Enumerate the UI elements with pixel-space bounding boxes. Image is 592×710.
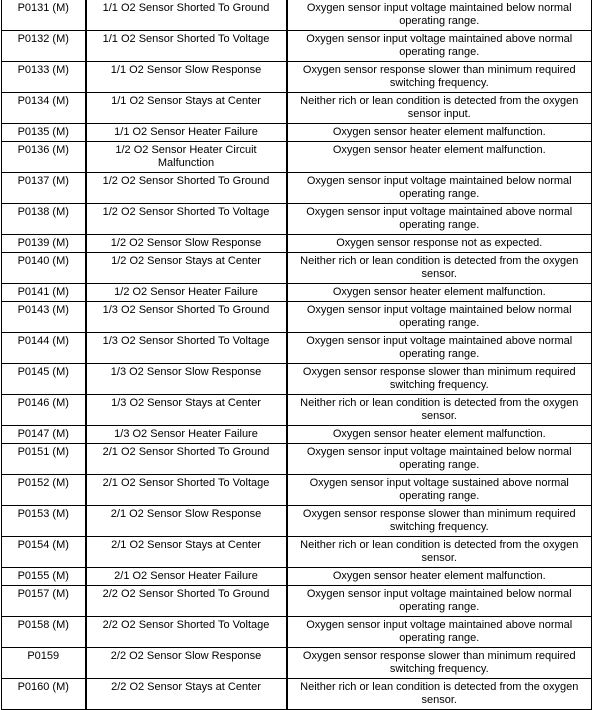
- dtc-code-cell: P0136 (M): [2, 142, 86, 173]
- dtc-description-cell: 2/1 O2 Sensor Heater Failure: [86, 568, 287, 586]
- dtc-condition-cell: Oxygen sensor input voltage maintained below normal operating range.: [287, 0, 592, 31]
- dtc-condition-cell: Oxygen sensor input voltage maintained above normal operating range.: [287, 204, 592, 235]
- dtc-code-cell: P0138 (M): [2, 204, 86, 235]
- dtc-code-cell: P0147 (M): [2, 426, 86, 444]
- dtc-code-cell: P0145 (M): [2, 364, 86, 395]
- table-row: [2, 617, 592, 648]
- dtc-description-cell: 1/3 O2 Sensor Stays at Center: [86, 395, 287, 426]
- table-row: [2, 506, 592, 537]
- table-row: [2, 648, 592, 679]
- dtc-code-cell: P0133 (M): [2, 62, 86, 93]
- dtc-description-cell: 1/2 O2 Sensor Heater Circuit Malfunction: [86, 142, 287, 173]
- dtc-condition-cell: Oxygen sensor response slower than minimum required switching frequency.: [287, 62, 592, 93]
- dtc-description-cell: 2/2 O2 Sensor Stays at Center: [86, 679, 287, 710]
- dtc-description-cell: 1/3 O2 Sensor Slow Response: [86, 364, 287, 395]
- table-row: [2, 124, 592, 142]
- dtc-condition-cell: Neither rich or lean condition is detected from the oxygen sensor.: [287, 253, 592, 284]
- table-row: [2, 31, 592, 62]
- dtc-condition-cell: Neither rich or lean condition is detected from the oxygen sensor.: [287, 395, 592, 426]
- dtc-code-cell: P0141 (M): [2, 284, 86, 302]
- table-row: [2, 426, 592, 444]
- dtc-condition-cell: Oxygen sensor input voltage maintained below normal operating range.: [287, 586, 592, 617]
- dtc-condition-cell: Oxygen sensor heater element malfunction.: [287, 142, 592, 173]
- table-row: [2, 586, 592, 617]
- table-row: [2, 204, 592, 235]
- table-row: [2, 444, 592, 475]
- dtc-description-cell: 1/1 O2 Sensor Heater Failure: [86, 124, 287, 142]
- table-row: [2, 284, 592, 302]
- dtc-code-cell: P0146 (M): [2, 395, 86, 426]
- table-row: [2, 235, 592, 253]
- dtc-code-cell: P0137 (M): [2, 173, 86, 204]
- dtc-code-cell: P0132 (M): [2, 31, 86, 62]
- dtc-condition-cell: Oxygen sensor heater element malfunction.: [287, 284, 592, 302]
- dtc-description-cell: 1/1 O2 Sensor Shorted To Ground: [86, 0, 287, 31]
- dtc-description-cell: 2/1 O2 Sensor Stays at Center: [86, 537, 287, 568]
- dtc-condition-cell: Oxygen sensor input voltage maintained below normal operating range.: [287, 302, 592, 333]
- dtc-condition-cell: Oxygen sensor input voltage maintained above normal operating range.: [287, 31, 592, 62]
- dtc-description-cell: 2/2 O2 Sensor Shorted To Voltage: [86, 617, 287, 648]
- dtc-code-cell: P0134 (M): [2, 93, 86, 124]
- dtc-description-cell: 2/2 O2 Sensor Slow Response: [86, 648, 287, 679]
- dtc-condition-cell: Oxygen sensor input voltage maintained above normal operating range.: [287, 333, 592, 364]
- dtc-condition-cell: Oxygen sensor response slower than minimum required switching frequency.: [287, 506, 592, 537]
- table-row: [2, 537, 592, 568]
- dtc-description-cell: 2/1 O2 Sensor Shorted To Voltage: [86, 475, 287, 506]
- dtc-condition-cell: Oxygen sensor heater element malfunction.: [287, 124, 592, 142]
- table-row: [2, 302, 592, 333]
- dtc-code-cell: P0160 (M): [2, 679, 86, 710]
- table-row: [2, 475, 592, 506]
- dtc-code-cell: P0152 (M): [2, 475, 86, 506]
- dtc-description-cell: 1/1 O2 Sensor Shorted To Voltage: [86, 31, 287, 62]
- dtc-code-cell: P0159: [2, 648, 86, 679]
- dtc-description-cell: 1/1 O2 Sensor Stays at Center: [86, 93, 287, 124]
- dtc-table: [1, 0, 592, 710]
- dtc-code-cell: P0153 (M): [2, 506, 86, 537]
- dtc-description-cell: 1/3 O2 Sensor Shorted To Ground: [86, 302, 287, 333]
- dtc-description-cell: 1/2 O2 Sensor Shorted To Ground: [86, 173, 287, 204]
- dtc-description-cell: 1/3 O2 Sensor Shorted To Voltage: [86, 333, 287, 364]
- dtc-code-cell: P0140 (M): [2, 253, 86, 284]
- dtc-code-cell: P0143 (M): [2, 302, 86, 333]
- table-row: [2, 679, 592, 710]
- dtc-description-cell: 1/2 O2 Sensor Slow Response: [86, 235, 287, 253]
- dtc-condition-cell: Oxygen sensor input voltage sustained above normal operating range.: [287, 475, 592, 506]
- table-row: [2, 0, 592, 31]
- dtc-condition-cell: Oxygen sensor input voltage maintained below normal operating range.: [287, 173, 592, 204]
- dtc-description-cell: 1/2 O2 Sensor Stays at Center: [86, 253, 287, 284]
- table-row: [2, 253, 592, 284]
- table-row: [2, 142, 592, 173]
- dtc-table-body: [2, 0, 592, 710]
- dtc-description-cell: 2/1 O2 Sensor Slow Response: [86, 506, 287, 537]
- dtc-condition-cell: Oxygen sensor response slower than minimum required switching frequency.: [287, 364, 592, 395]
- table-row: [2, 93, 592, 124]
- dtc-code-cell: P0139 (M): [2, 235, 86, 253]
- dtc-code-cell: P0157 (M): [2, 586, 86, 617]
- dtc-condition-cell: Oxygen sensor input voltage maintained below normal operating range.: [287, 444, 592, 475]
- dtc-description-cell: 2/2 O2 Sensor Shorted To Ground: [86, 586, 287, 617]
- dtc-description-cell: 1/3 O2 Sensor Heater Failure: [86, 426, 287, 444]
- dtc-condition-cell: Oxygen sensor heater element malfunction.: [287, 568, 592, 586]
- table-row: [2, 333, 592, 364]
- dtc-condition-cell: Oxygen sensor input voltage maintained above normal operating range.: [287, 617, 592, 648]
- dtc-code-cell: P0158 (M): [2, 617, 86, 648]
- dtc-description-cell: 1/1 O2 Sensor Slow Response: [86, 62, 287, 93]
- dtc-condition-cell: Oxygen sensor response not as expected.: [287, 235, 592, 253]
- dtc-description-cell: 1/2 O2 Sensor Heater Failure: [86, 284, 287, 302]
- dtc-condition-cell: Neither rich or lean condition is detected from the oxygen sensor.: [287, 679, 592, 710]
- dtc-condition-cell: Oxygen sensor response slower than minimum required switching frequency.: [287, 648, 592, 679]
- table-row: [2, 62, 592, 93]
- dtc-code-cell: P0155 (M): [2, 568, 86, 586]
- table-row: [2, 364, 592, 395]
- dtc-description-cell: 1/2 O2 Sensor Shorted To Voltage: [86, 204, 287, 235]
- table-row: [2, 173, 592, 204]
- dtc-description-cell: 2/1 O2 Sensor Shorted To Ground: [86, 444, 287, 475]
- table-row: [2, 395, 592, 426]
- dtc-code-cell: P0131 (M): [2, 0, 86, 31]
- dtc-code-cell: P0135 (M): [2, 124, 86, 142]
- table-row: [2, 568, 592, 586]
- dtc-code-cell: P0154 (M): [2, 537, 86, 568]
- dtc-code-cell: P0151 (M): [2, 444, 86, 475]
- dtc-condition-cell: Neither rich or lean condition is detected from the oxygen sensor input.: [287, 93, 592, 124]
- dtc-condition-cell: Oxygen sensor heater element malfunction.: [287, 426, 592, 444]
- dtc-code-cell: P0144 (M): [2, 333, 86, 364]
- dtc-condition-cell: Neither rich or lean condition is detected from the oxygen sensor.: [287, 537, 592, 568]
